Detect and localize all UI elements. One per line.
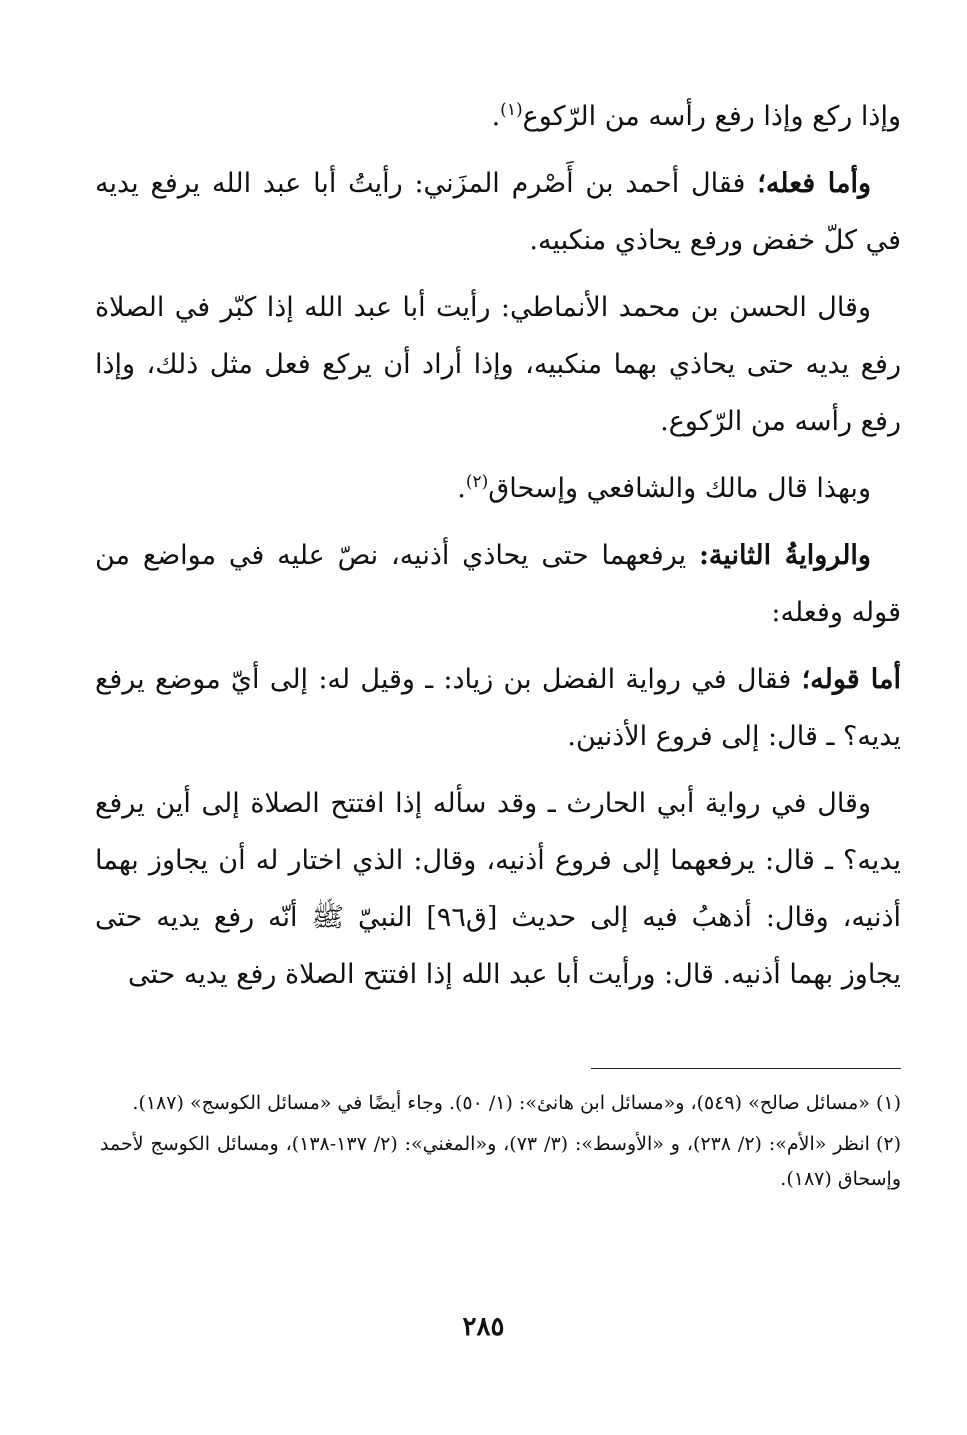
paragraph-lead: والروايةُ الثانية:: [698, 540, 871, 571]
paragraph-text: فقال أحمد بن أَصْرم المزَني: رأيتُ أبا عبد الله يرفع يديه في كلّ خفض ورفع يحاذي منكبيه.: [95, 168, 901, 256]
paragraph-lead: أما قوله؛: [801, 664, 901, 695]
footnote-separator: [591, 1068, 901, 1069]
paragraph-3: [95, 279, 901, 450]
paragraph-1: [95, 88, 901, 145]
footnote-number: (٢): [875, 1133, 901, 1155]
paragraph-text: وقال في رواية أبي الحارث ـ وقد سأله إذا افتتح الصلاة إلى أين يرفع يديه؟ ـ قال: يرفعهما إلى فروع أذنيه، وقال: الذي اختار له أن يجاوز بهما أذنيه، وقال: أذهبُ فيه إلى حديث [ق٩٦] النبيّ ﷺ أنّه رفع يديه حتى يجاوز بهما أذنيه. قال: ورأيت أبا عبد الله إذا افتتح الصلاة رفع يديه حتى: [95, 788, 901, 990]
paragraph-4: [95, 460, 901, 517]
paragraph-text: فقال في رواية الفضل بن زياد: ـ وقيل له: إلى أيّ موضع يرفع يديه؟ ـ قال: إلى فروع الأذنين.: [95, 664, 901, 752]
paragraph-text: وإذا ركع وإذا رفع رأسه من الرّكوع: [522, 101, 901, 132]
footnote-1: [100, 1086, 901, 1121]
footnote-ref-2: (٢): [465, 472, 489, 492]
paragraph-lead: وأما فعله؛: [757, 168, 871, 199]
main-text: [95, 88, 901, 1013]
paragraph-text: وبهذا قال مالك والشافعي وإسحاق: [488, 473, 871, 504]
paragraph-text: يرفعهما حتى يحاذي أذنيه، نصّ عليه في مواضع من قوله وفعله:: [95, 540, 901, 628]
paragraph-7: [95, 775, 901, 1003]
paragraph-5: [95, 527, 901, 641]
paragraph-2: [95, 155, 901, 269]
paragraph-text: وقال الحسن بن محمد الأنماطي: رأيت أبا عبد الله إذا كبّر في الصلاة رفع يديه حتى يحاذي بهما منكبيه، وإذا أراد أن يركع فعل مثل ذلك، وإذا رفع رأسه من الرّكوع.: [95, 292, 901, 437]
footnote-number: (١): [875, 1092, 901, 1114]
paragraph-tail: .: [491, 101, 501, 132]
footnotes: [100, 1086, 901, 1203]
paragraph-tail: .: [457, 473, 466, 504]
footnote-text: انظر «الأم»: (٢/ ٢٣٨)، و «الأوسط»: (٣/ ٧٣)، و«المغني»: (٢/ ١٣٧-١٣٨)، ومسائل الكوسج لأحمد وإسحاق (١٨٧).: [100, 1133, 901, 1190]
footnote-text: «مسائل صالح» (٥٤٩)، و«مسائل ابن هانئ»: (١/ ٥٠). وجاء أيضًا في «مسائل الكوسج» (١٨٧).: [132, 1092, 870, 1114]
page-number: ٢٨٥: [462, 1312, 505, 1342]
paragraph-6: [95, 651, 901, 765]
footnote-ref-1: (١): [500, 100, 523, 120]
footnote-2: [100, 1127, 901, 1197]
